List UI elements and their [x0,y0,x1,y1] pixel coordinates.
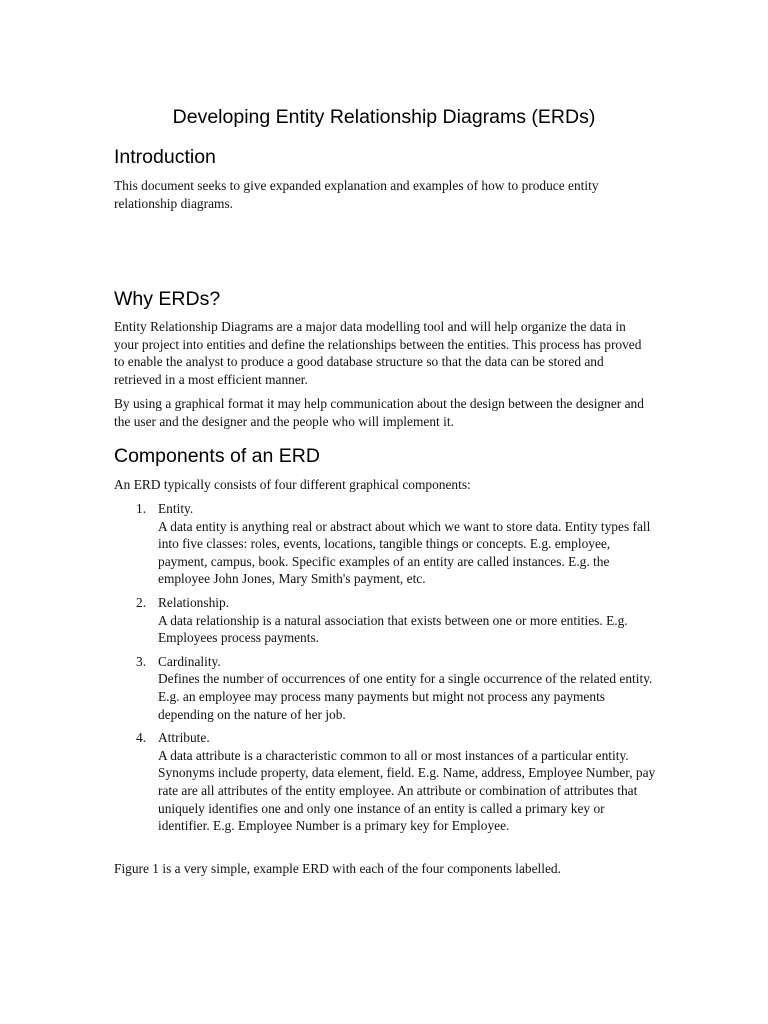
list-item-title: Attribute. [158,730,210,746]
introduction-heading: Introduction [114,146,216,168]
list-item-number: 4. [136,730,147,746]
why-erds-heading: Why ERDs? [114,288,221,310]
list-item-number: 2. [136,594,147,610]
introduction-paragraph: This document seeks to give expanded explanation and examples of how to produce entity relationship diagrams. [114,178,599,211]
components-list [114,500,659,841]
document-title: Developing Entity Relationship Diagrams (ERDs) [172,106,596,128]
why-erds-paragraph-2: By using a graphical format it may help communication about the design between the designer and the user and the designer and the people who will implement it. [114,396,644,429]
components-heading: Components of an ERD [114,445,320,467]
list-item-relationship [114,594,659,647]
list-item-cardinality [114,653,659,723]
list-item-entity [114,500,659,588]
list-item-description: Defines the number of occurrences of one entity for a single occurrence of the related entity. E.g. an employee may process many payments but might not process any payments depending on the nature of her job. [158,671,653,722]
why-erds-paragraph-1: Entity Relationship Diagrams are a major data modelling tool and will help organize the data in your project into entities and define the relationships between the entities. This process has proved to enable the analyst to produce a good database structure so that the data can be stored and retrieved in a most efficient manner. [114,319,642,387]
list-item-title: Cardinality. [158,653,221,669]
figure-reference-paragraph: Figure 1 is a very simple, example ERD with each of the four components labelled. [114,861,561,876]
list-item-description: A data relationship is a natural association that exists between one or more entities. E.g. Employees process payments. [158,612,628,646]
list-item-description: A data entity is anything real or abstract about which we want to store data. Entity types fall into five classes: roles, events, locations, tangible things or concepts. E.g. employee, payment, campus, book. Specific examples of an entity are called instances. E.g. the employee John Jones, Mary Smith's payment, etc. [158,518,651,587]
list-item-title: Entity. [158,501,194,516]
list-item-title: Relationship. [158,594,230,610]
list-item-number: 1. [136,501,147,516]
components-intro: An ERD typically consists of four different graphical components: [114,477,471,492]
list-item-number: 3. [136,653,147,669]
list-item-description: A data attribute is a characteristic common to all or most instances of a particular entity. Synonyms include property, data element, field. E.g. Name, address, Employee Number, pay rate are all attributes of the entity employee. An attribute or combination of attributes that uniquely identifies one and only one instance of an entity is called a primary key or identifier. E.g. Employee Number is a primary key for Employee. [158,747,656,834]
list-item-attribute [114,729,659,835]
